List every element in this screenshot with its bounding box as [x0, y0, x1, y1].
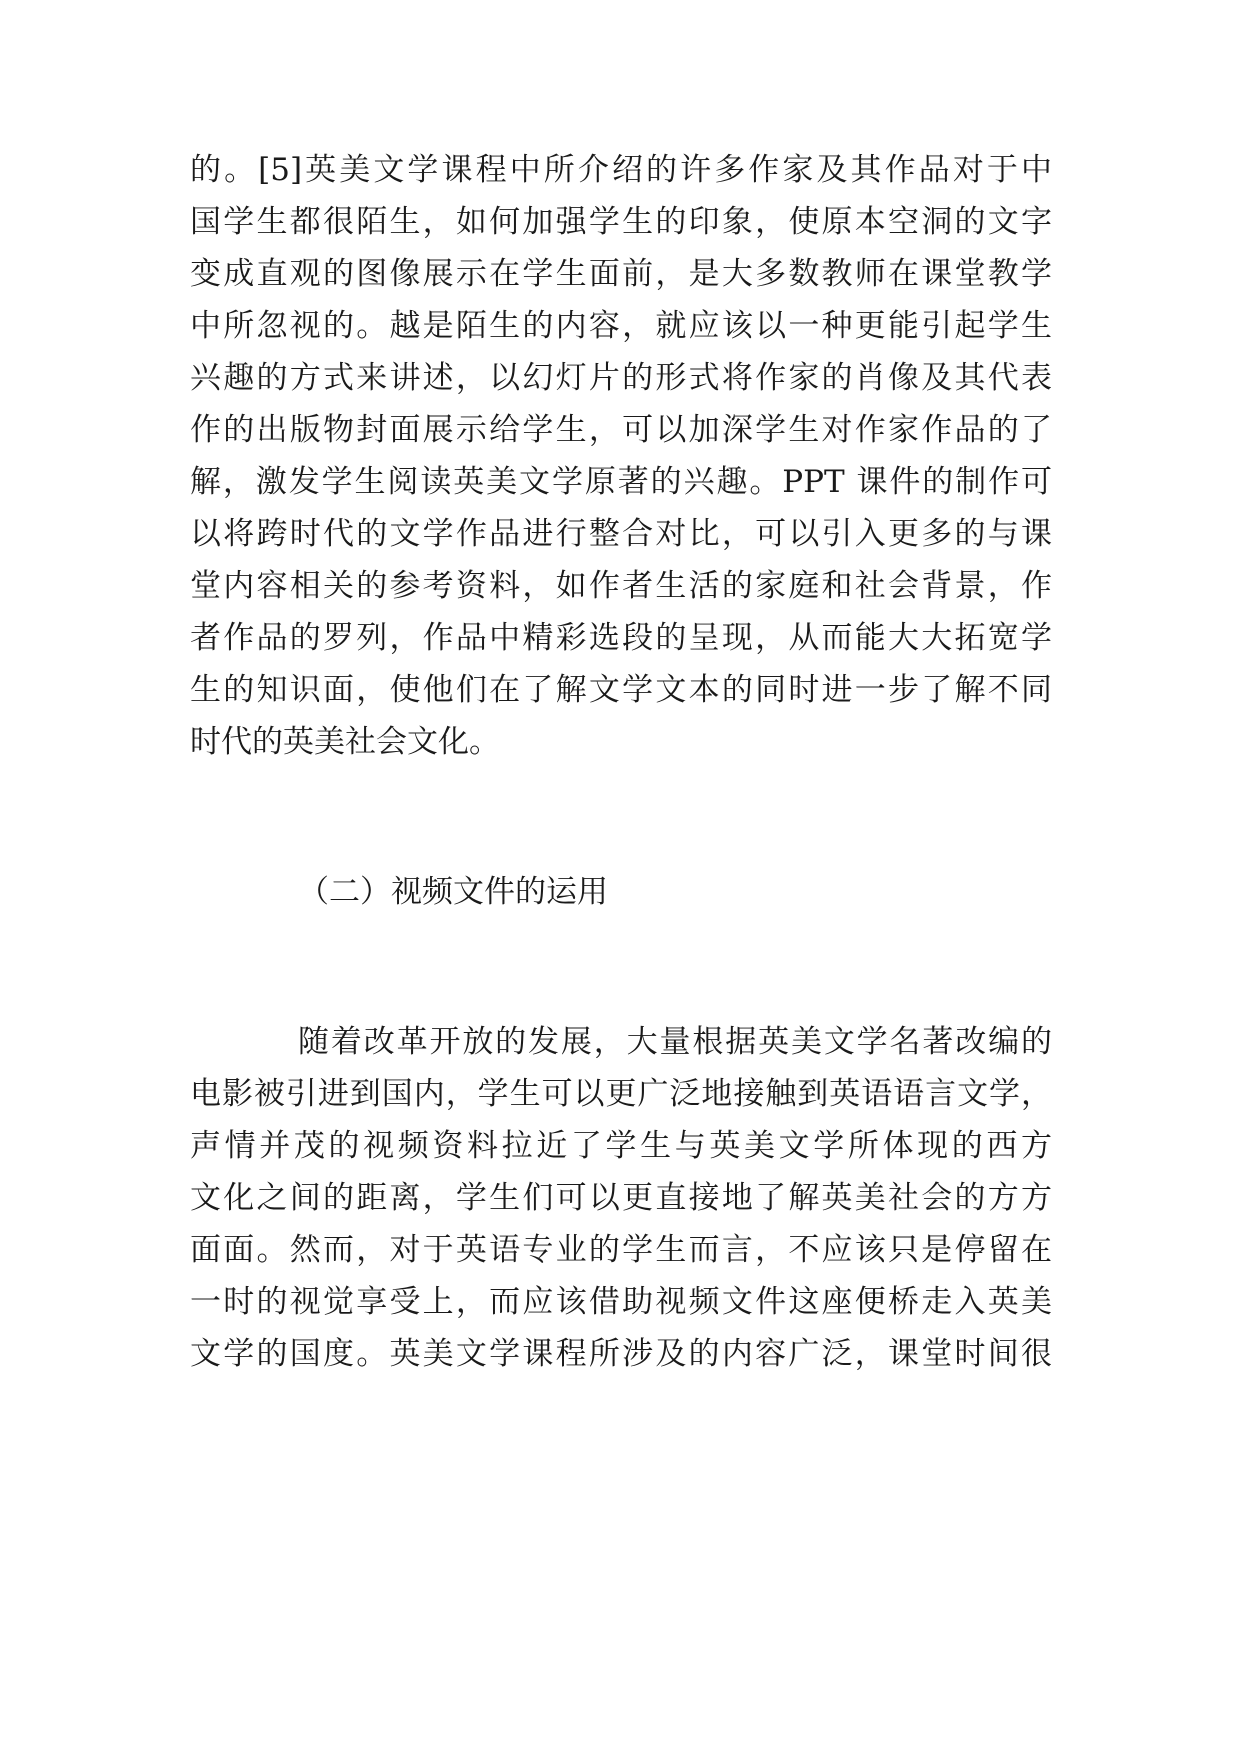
paragraph-line: 作的出版物封面展示给学生，可以加深学生对作家作品的了 [190, 412, 1052, 448]
section-heading: （二）视频文件的运用 [298, 874, 608, 910]
paragraph-line: 文学的国度。英美文学课程所涉及的内容广泛，课堂时间很 [190, 1336, 1052, 1372]
paragraph-line: 兴趣的方式来讲述，以幻灯片的形式将作家的肖像及其代表 [190, 360, 1052, 396]
paragraph-line: 一时的视觉享受上，而应该借助视频文件这座便桥走入英美 [190, 1284, 1052, 1320]
paragraph-line: 面面。然而，对于英语专业的学生而言，不应该只是停留在 [190, 1232, 1052, 1268]
paragraph-line: 电影被引进到国内，学生可以更广泛地接触到英语语言文学， [190, 1076, 1052, 1112]
paragraph-line: 文化之间的距离，学生们可以更直接地了解英美社会的方方 [190, 1180, 1052, 1216]
paragraph-line: 者作品的罗列，作品中精彩选段的呈现，从而能大大拓宽学 [190, 620, 1052, 656]
paragraph-line: 随着改革开放的发展，大量根据英美文学名著改编的 [298, 1024, 1052, 1060]
paragraph-line: 的。[5]英美文学课程中所介绍的许多作家及其作品对于中 [190, 152, 1052, 188]
paragraph-line: 时代的英美社会文化。 [190, 724, 500, 760]
paragraph-line: 以将跨时代的文学作品进行整合对比，可以引入更多的与课 [190, 516, 1052, 552]
paragraph-line: 变成直观的图像展示在学生面前，是大多数教师在课堂教学 [190, 256, 1052, 292]
paragraph-line: 堂内容相关的参考资料，如作者生活的家庭和社会背景，作 [190, 568, 1052, 604]
paragraph-line: 国学生都很陌生，如何加强学生的印象，使原本空洞的文字 [190, 204, 1052, 240]
paragraph-line: 生的知识面，使他们在了解文学文本的同时进一步了解不同 [190, 672, 1052, 708]
paragraph-line: 解，激发学生阅读英美文学原著的兴趣。PPT 课件的制作可 [190, 464, 1052, 500]
paragraph-line: 中所忽视的。越是陌生的内容，就应该以一种更能引起学生 [190, 308, 1052, 344]
paragraph-line: 声情并茂的视频资料拉近了学生与英美文学所体现的西方 [190, 1128, 1052, 1164]
